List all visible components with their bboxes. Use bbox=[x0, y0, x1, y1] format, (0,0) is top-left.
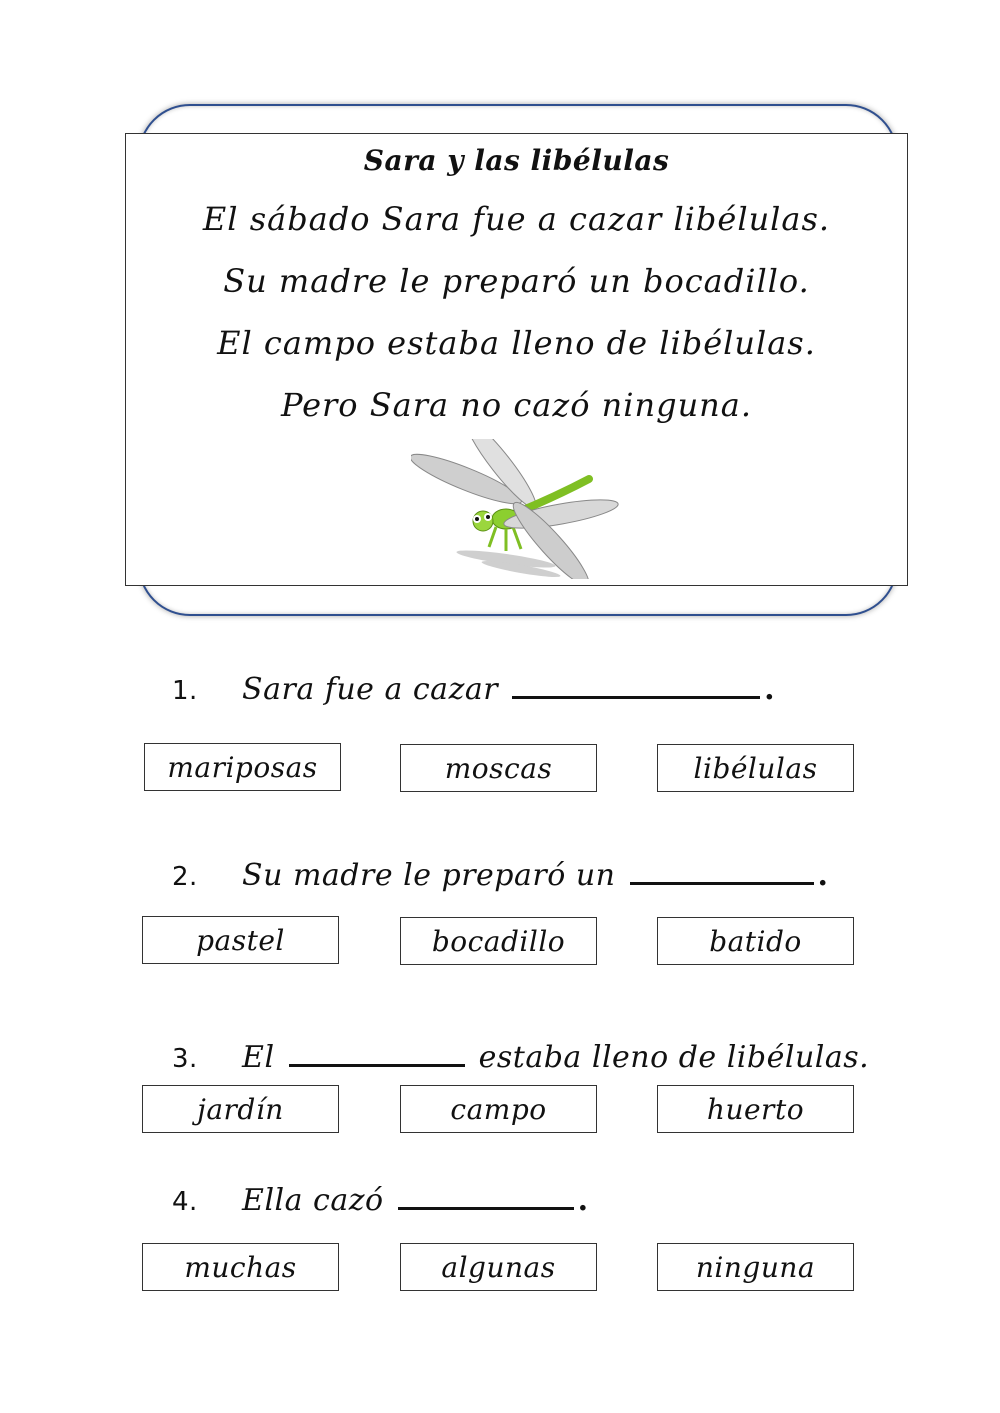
question-3 bbox=[172, 1040, 869, 1075]
option-moscas[interactable]: moscas bbox=[400, 744, 597, 792]
question-2: 2. Su madre le preparó un . bbox=[172, 858, 829, 893]
question-number: 2. bbox=[172, 862, 198, 892]
option-libelulas[interactable]: libélulas bbox=[657, 744, 854, 792]
option-muchas[interactable]: muchas bbox=[142, 1243, 339, 1291]
question-1: 1. Sara fue a cazar . bbox=[172, 672, 776, 707]
option-jardin[interactable]: jardín bbox=[142, 1085, 339, 1133]
option-batido[interactable]: batido bbox=[657, 917, 854, 965]
question-text: El bbox=[242, 1040, 275, 1075]
story-line-4: Pero Sara no cazó ninguna. bbox=[280, 386, 753, 424]
question-text-after: estaba lleno de libélulas. bbox=[478, 1040, 870, 1075]
story-box bbox=[125, 133, 908, 586]
story-line-1: El sábado Sara fue a cazar libélulas. bbox=[202, 200, 831, 238]
option-pastel[interactable]: pastel bbox=[142, 916, 339, 964]
question-number: 4. bbox=[172, 1187, 198, 1217]
option-bocadillo[interactable]: bocadillo bbox=[400, 917, 597, 965]
answer-blank[interactable] bbox=[630, 862, 814, 885]
question-number: 3. bbox=[172, 1044, 198, 1074]
answer-blank[interactable] bbox=[289, 1044, 465, 1067]
story-line-2: Su madre le preparó un bocadillo. bbox=[223, 262, 810, 300]
dragonfly-icon bbox=[411, 439, 623, 579]
answer-blank[interactable] bbox=[512, 676, 760, 699]
option-algunas[interactable]: algunas bbox=[400, 1243, 597, 1291]
option-huerto[interactable]: huerto bbox=[657, 1085, 854, 1133]
story-line-3: El campo estaba lleno de libélulas. bbox=[217, 324, 816, 362]
option-campo[interactable]: campo bbox=[400, 1085, 597, 1133]
story-title: Sara y las libélulas bbox=[363, 144, 670, 177]
question-text: Ella cazó bbox=[242, 1183, 384, 1218]
question-number: 1. bbox=[172, 676, 198, 706]
question-4: 4. Ella cazó . bbox=[172, 1183, 589, 1218]
option-ninguna[interactable]: ninguna bbox=[657, 1243, 854, 1291]
option-mariposas[interactable]: mariposas bbox=[144, 743, 341, 791]
answer-blank[interactable] bbox=[398, 1187, 574, 1210]
question-text: Sara fue a cazar bbox=[242, 672, 499, 707]
question-text: Su madre le preparó un bbox=[242, 858, 616, 893]
